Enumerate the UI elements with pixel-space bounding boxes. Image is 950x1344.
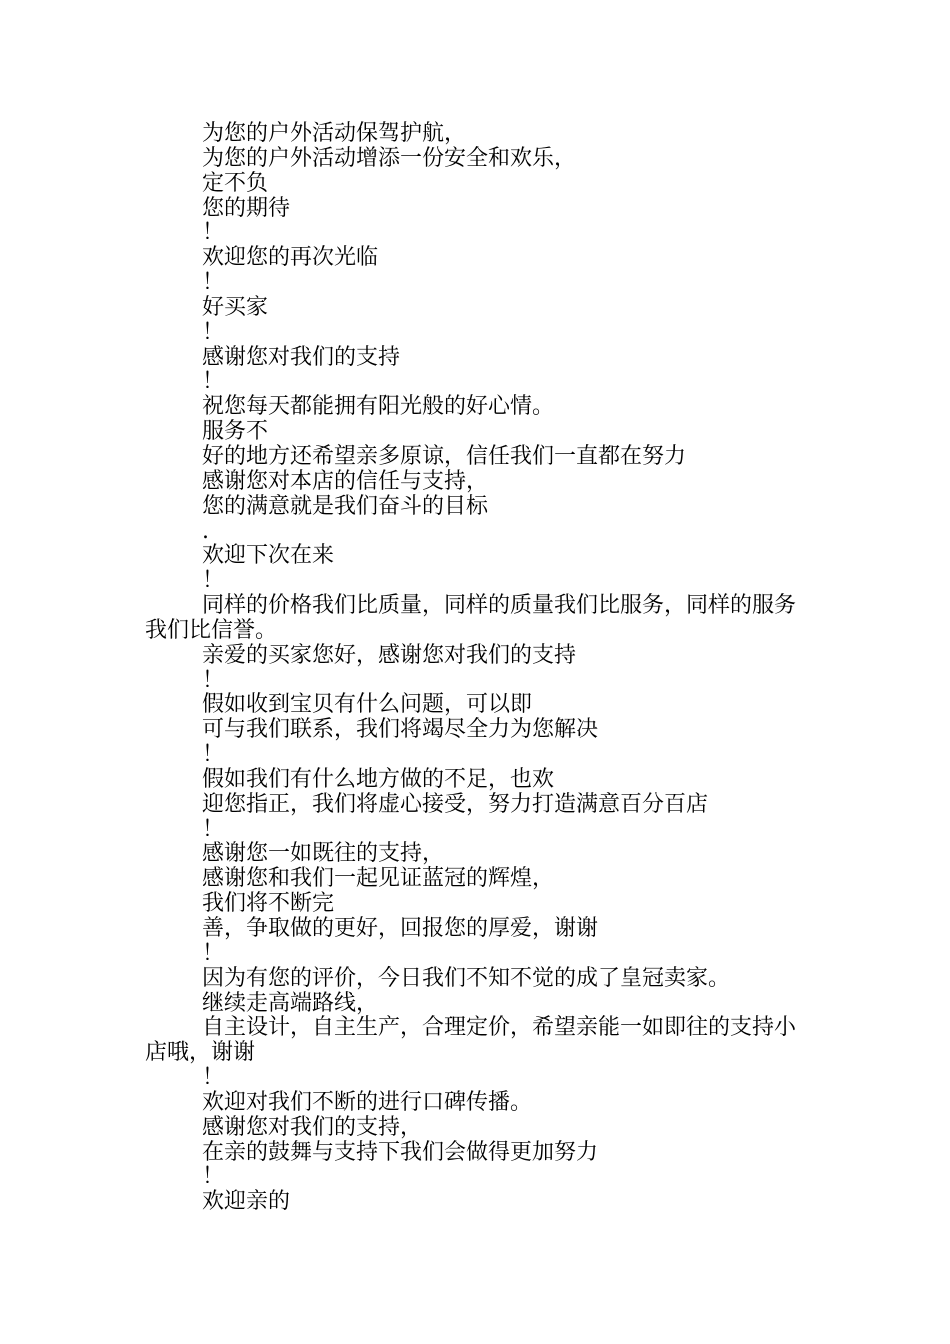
text-line: 感谢您对本店的信任与支持， [202,468,489,494]
text-line: 欢迎对我们不断的进行口碑传播。 [202,1089,533,1115]
text-line: 欢迎亲的 [202,1189,291,1215]
text-line: 定不负 [202,170,269,196]
text-line: 在亲的鼓舞与支持下我们会做得更加努力 [202,1139,599,1165]
text-line: 感谢您一如既往的支持， [202,841,445,867]
text-line: . [202,518,209,544]
text-line: ！ [202,1065,225,1091]
text-line: 祝您每天都能拥有阳光般的好心情。 [202,394,555,420]
text-line: 我们将不断完 [202,891,335,917]
text-line: 迎您指正，我们将虚心接受，努力打造满意百分百店 [202,791,709,817]
text-line: 假如收到宝贝有什么问题，可以即 [202,692,533,718]
text-line: 服务不 [202,419,269,445]
text-line: 感谢您对我们的支持 [202,344,401,370]
text-line: ！ [202,940,225,966]
text-line: 为您的户外活动增添一份安全和欢乐， [202,145,577,171]
text-line: ！ [202,369,225,395]
text-line: ！ [202,1164,225,1190]
text-line: 假如我们有什么地方做的不足，也欢 [202,766,555,792]
text-line: ！ [202,667,225,693]
text-line: 因为有您的评价，今日我们不知不觉的成了皇冠卖家。 [202,965,731,991]
text-line: 感谢您对我们的支持， [202,1114,423,1140]
text-line: 欢迎您的再次光临 [202,245,379,271]
text-line: ！ [202,319,225,345]
text-line: 可与我们联系，我们将竭尽全力为您解决 [202,717,599,743]
text-line: 欢迎下次在来 [202,543,335,569]
text-line: 善，争取做的更好，回报您的厚爱，谢谢 [202,916,599,941]
text-line: 您的满意就是我们奋斗的目标 [202,493,489,519]
document-body [145,122,815,1215]
text-line: ！ [202,742,225,768]
text-line: 好的地方还希望亲多原谅，信任我们一直都在努力 [202,443,687,469]
text-line: ！ [202,270,225,296]
text-line: 感谢您和我们一起见证蓝冠的辉煌， [202,866,555,892]
text-line: 继续走高端路线， [202,990,379,1016]
text-line: 为您的户外活动保驾护航， [202,121,467,146]
text-line: 好买家 [202,294,269,320]
text-line: ！ [202,220,225,246]
paragraph: 自主设计，自主生产，合理定价，希望亲能一如即往的支持小店哦，谢谢 [145,1015,797,1066]
paragraph: 同样的价格我们比质量，同样的质量我们比服务，同样的服务我们比信誉。 [145,593,797,643]
text-line: 您的期待 [202,195,291,221]
text-line: ！ [202,568,225,594]
text-line: ！ [202,816,225,842]
text-line: 亲爱的买家您好，感谢您对我们的支持 [202,642,577,668]
